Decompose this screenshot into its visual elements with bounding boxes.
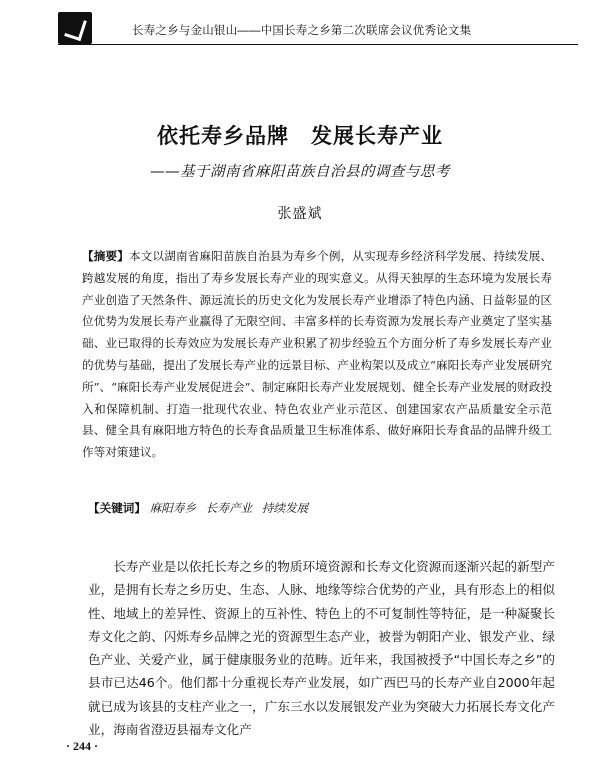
abstract-text: 本文以湖南省麻阳苗族自治县为寿乡个例，从实现寿乡经济科学发展、持续发展、跨越发展的角度，指出了寿乡发展长寿产业的现实意义。从得天独厚的生态环境为发展长寿产业创造了天然条件、源远流长的历史文化为发展长寿产业增添了特色内涵、日益彰显的区位优势为发展长寿产业赢得了无限空间、丰富多样的长寿资源为发展长寿产业奠定了坚实基础、业已取得的长寿效应为发展长寿产业积累了初步经验五个方面分析了寿乡发展长寿产业的优势与基础，提出了发展长寿产业的远景目标、产业构架以及成立“麻阳长寿产业发展研究所”、“麻阳长寿产业发展促进会”、制定麻阳长寿产业发展规划、健全长寿产业发展的财政投入和保障机制、打造一批现代农业、特色农业产业示范区、创建国家农产品质量安全示范县、健全具有麻阳地方特色的长寿食品质量卫生标准体系、做好麻阳长寿食品的品牌升级工作等对策建议。 [82, 249, 552, 460]
page-number: · 244 · [66, 739, 99, 753]
keyword-item: 持续发展 [261, 501, 309, 515]
author-name: 张盛斌 [277, 206, 323, 222]
running-title: 长寿之乡与金山银山——中国长寿之乡第二次联席会议优秀论文集 [132, 25, 472, 37]
series-logo-icon [58, 12, 92, 44]
keywords-label: 【关键词】 [88, 501, 146, 515]
page-header [58, 16, 578, 45]
abstract [82, 246, 552, 464]
keyword-item: 麻阳寿乡 [149, 501, 197, 515]
keyword-item: 长寿产业 [205, 501, 253, 515]
abstract-label: 【摘要】 [82, 249, 130, 263]
article-title: 依托寿乡品牌 发展长寿产业 [157, 124, 443, 148]
article-subtitle: ——基于湖南省麻阳苗族自治县的调查与思考 [150, 164, 450, 180]
keywords [88, 498, 558, 519]
body-paragraph: 长寿产业是以依托长寿之乡的物质环境资源和长寿文化资源而逐渐兴起的新型产业，是拥有长寿之乡历史、生态、人脉、地缘等综合优势的产业，具有形态上的相似性、地域上的差异性、资源上的互补性、特色上的不可复制性等特征，是一种凝聚长寿文化之韵、闪烁寿乡品牌之光的资源型生态产业，被誉为朝阳产业、银发产业、绿色产业、关爱产业，属于健康服务业的范畴。近年来，我国被授予“中国长寿之乡”的县市已达46个。他们都十分重视长寿产业发展，如广西巴马的长寿产业自2000年起就已成为该县的支柱产业之一，广东三水以发展银发产业为突破大力拓展长寿文化产业，海南省澄迈县福寿文化产 [88, 559, 555, 738]
